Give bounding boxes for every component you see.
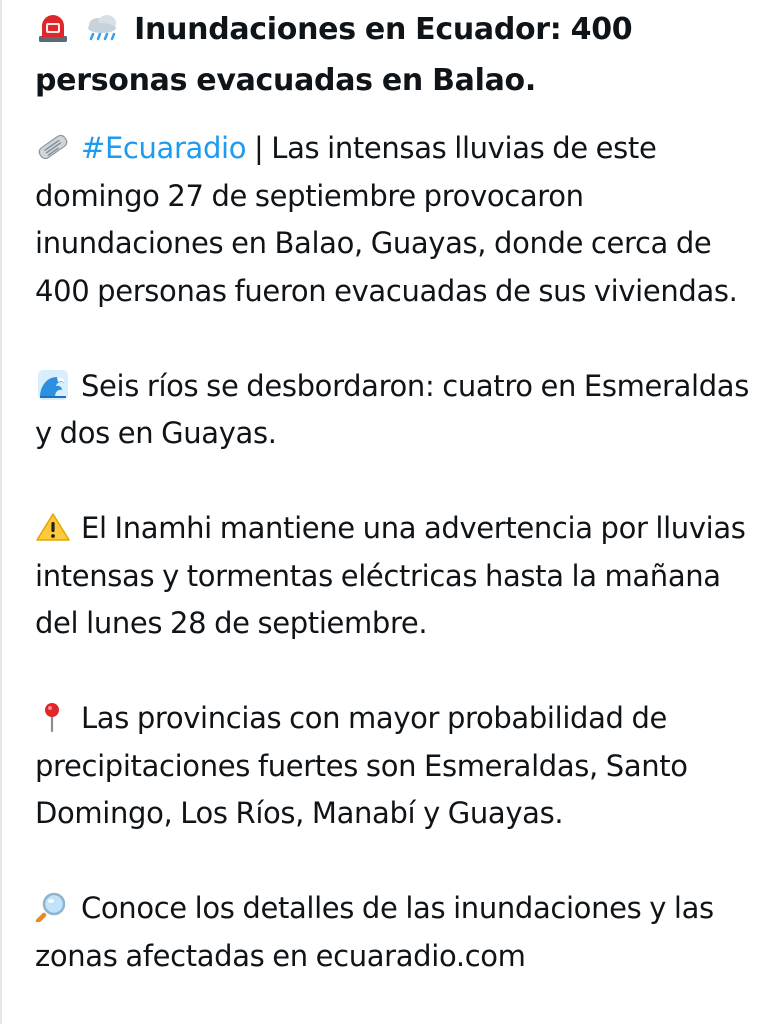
rivers-text: Seis ríos se desbordaron: cuatro en Esmeraldas y dos en Guayas. (35, 368, 749, 450)
spacer (35, 315, 751, 363)
newspaper-icon (35, 132, 71, 162)
warning-paragraph (35, 505, 751, 648)
warning-icon (35, 512, 71, 542)
spacer (35, 458, 751, 506)
details-paragraph (35, 885, 751, 980)
hashtag-link[interactable]: #Ecuaradio (81, 131, 247, 165)
details-text: Conoce los detalles de las inundaciones y las zonas afectadas en ecuaradio.com (35, 891, 714, 973)
separator: | (254, 131, 264, 165)
spacer (35, 838, 751, 886)
provinces-paragraph (35, 695, 751, 838)
intro-text: Las intensas lluvias de este domingo 27 de septiembre provocaron inundaciones en Balao, Guayas, donde cerca de 400 personas fueron evacuadas de sus viviendas. (35, 131, 738, 308)
wave-icon (35, 370, 71, 400)
spacer (35, 648, 751, 696)
headline-text: Inundaciones en Ecuador: 400 personas evacuadas en Balao. (35, 12, 633, 98)
magnifying-glass-icon (35, 892, 71, 922)
pushpin-icon (35, 702, 71, 732)
warning-text: El Inamhi mantiene una advertencia por lluvias intensas y tormentas eléctricas hasta la mañana del lunes 28 de septiembre. (35, 511, 746, 640)
post-headline (35, 6, 751, 104)
intro-paragraph (35, 125, 751, 315)
headline-emojis (35, 10, 124, 57)
rotating-light-icon (35, 13, 71, 43)
provinces-text: Las provincias con mayor probabilidad de precipitaciones fuertes son Esmeraldas, Santo Domingo, Los Ríos, Manabí y Guayas. (35, 701, 688, 830)
rain-cloud-icon (84, 13, 120, 43)
rivers-paragraph (35, 363, 751, 458)
